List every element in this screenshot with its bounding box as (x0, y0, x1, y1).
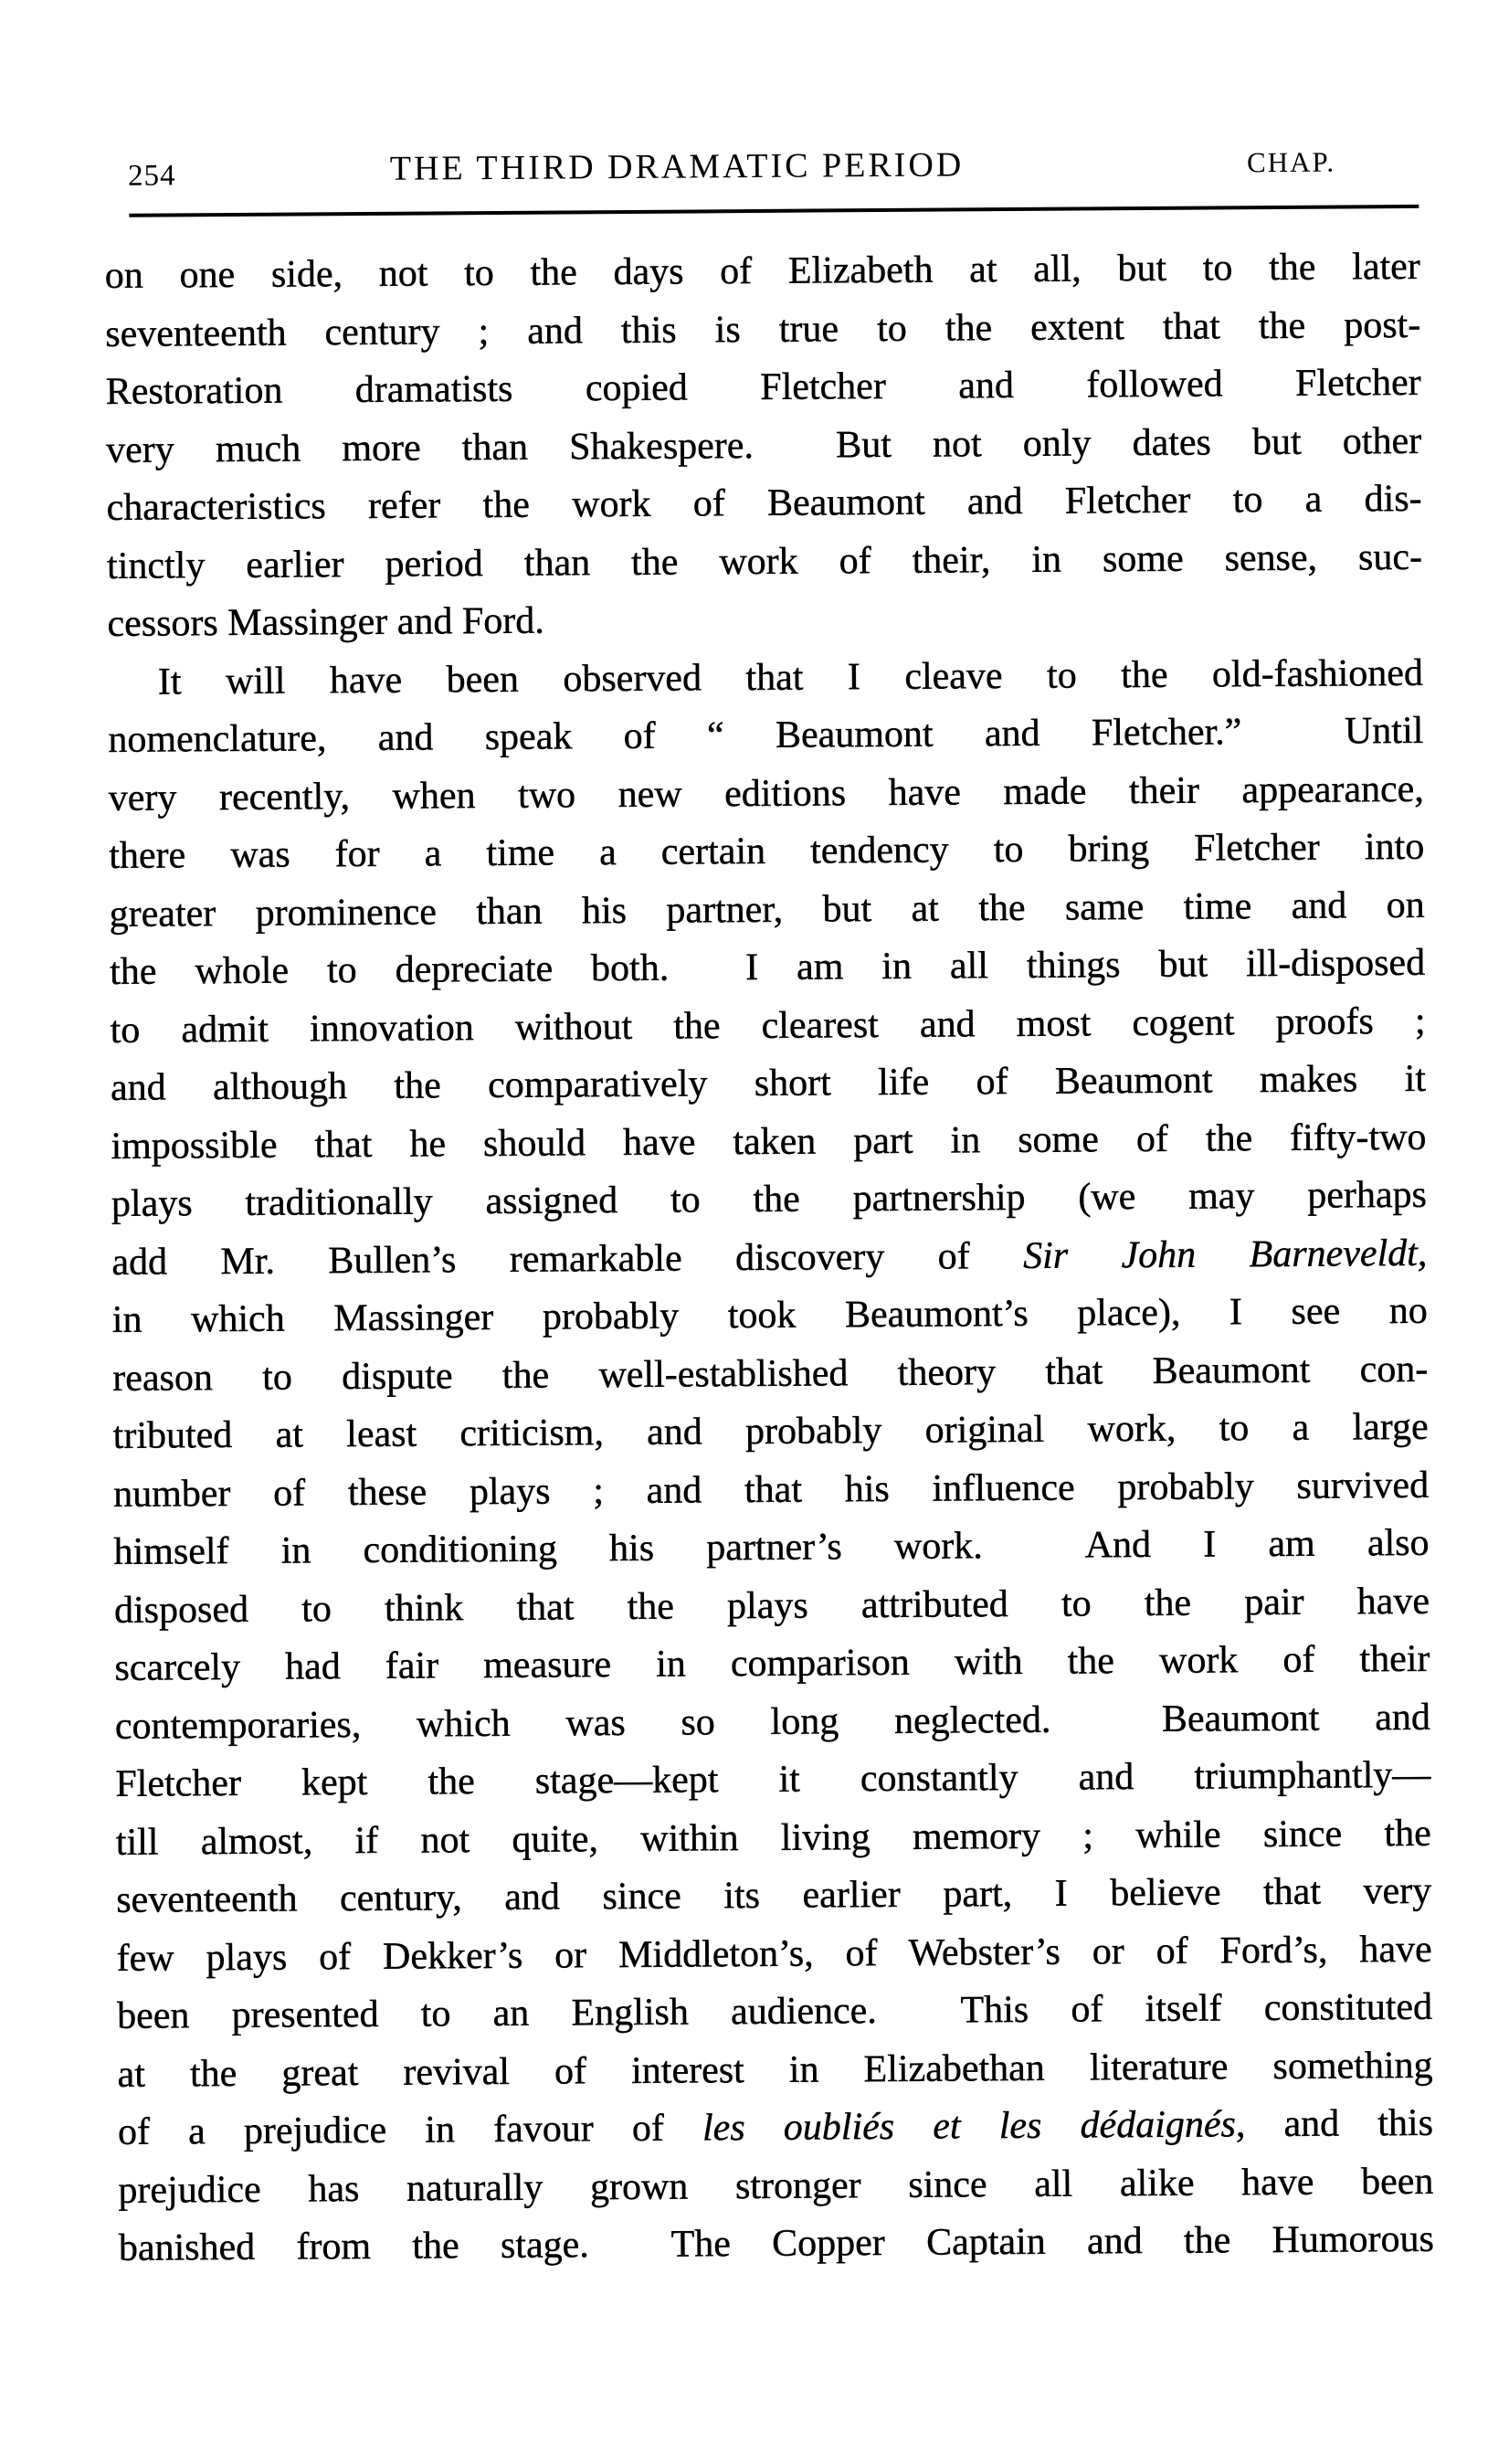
text-line (110, 935, 1425, 1002)
text-line (112, 1283, 1428, 1350)
text-segment: tinctly earlier period than the work of their, in some sense, suc- (106, 535, 1423, 587)
text-line (116, 1804, 1431, 1872)
paragraph (105, 238, 1423, 654)
text-line (119, 2211, 1434, 2279)
header-rule (129, 205, 1419, 217)
text-line (105, 296, 1420, 364)
text-segment: nomenclature, and speak of “ Beaumont and Fletcher.” Until (108, 709, 1424, 761)
text-segment: characteristics refer the work of Beaumont and Fletcher to a dis- (106, 477, 1422, 529)
text-segment: been presented to an English audience. This of itself constituted (116, 1985, 1433, 2037)
text-segment: the whole to depreciate both. I am in all things but ill-disposed (109, 941, 1426, 993)
text-segment: contemporaries, which was so long neglected. Beaumont and (114, 1696, 1431, 1748)
text-line (117, 1979, 1432, 2046)
text-segment: scarcely had fair measure in comparison with the work of their (114, 1637, 1430, 1689)
text-line (114, 1631, 1430, 1698)
text-segment: seventeenth century ; and this is true to the extent that the post- (105, 303, 1421, 355)
text-line (109, 876, 1424, 944)
text-line (113, 1515, 1429, 1582)
text-line (116, 1920, 1431, 1988)
paragraph (108, 644, 1434, 2278)
text-segment: there was for a time a certain tendency to bring Fletcher into (109, 825, 1425, 877)
text-line (111, 1224, 1427, 1292)
text-line (110, 992, 1425, 1060)
text-line (115, 1747, 1430, 1814)
italic-phrase: Sir John Barneveldt, (1022, 1232, 1428, 1277)
text-segment: Fletcher kept the stage—kept it constantly and triumphantly— (115, 1753, 1431, 1805)
text-segment: plays traditionally assigned to the partnership (we may perhaps (111, 1173, 1428, 1225)
text-line (109, 819, 1424, 886)
text-segment: , and this (1235, 2101, 1434, 2146)
text-segment: impossible that he should have taken part in some of the fifty-two (111, 1116, 1427, 1168)
page-header (0, 0, 1507, 193)
text-line (111, 1108, 1426, 1176)
text-segment: number of these plays ; and that his influence probably survived (112, 1464, 1430, 1516)
text-line (107, 587, 1422, 654)
text-line (105, 238, 1420, 306)
text-segment: reason to dispute the well-established theory that Beaumont con- (112, 1348, 1429, 1400)
page-body (105, 238, 1434, 2278)
text-line (118, 2152, 1433, 2220)
text-line (113, 1456, 1429, 1524)
page-number: 254 (127, 159, 176, 193)
running-title: THE THIRD DRAMATIC PERIOD (389, 145, 965, 188)
text-line (116, 1863, 1431, 1930)
text-line (112, 1340, 1428, 1408)
text-line (111, 1167, 1427, 1234)
text-line (114, 1572, 1430, 1640)
text-line (106, 471, 1421, 538)
text-line (107, 528, 1422, 596)
text-segment: greater prominence than his partner, but at the same time and on (109, 883, 1425, 936)
text-segment: very recently, when two new editions have made their appearance, (108, 767, 1424, 820)
text-segment: to admit innovation without the clearest and most cogent proofs ; (110, 999, 1426, 1052)
text-line (109, 760, 1424, 828)
text-line (106, 412, 1421, 480)
text-segment: seventeenth century, and since its earlier part, I believe that very (116, 1869, 1432, 1921)
text-segment: till almost, if not quite, within living memory ; while since the (115, 1812, 1431, 1864)
text-segment: few plays of Dekker’s or Middleton’s, of Webster’s or of Ford’s, have (116, 1928, 1432, 1980)
italic-phrase: les oubliés et les dédaignés (702, 2103, 1237, 2150)
text-segment: disposed to think that the plays attributed to the pair have (113, 1580, 1430, 1632)
text-line (118, 2095, 1433, 2163)
chapter-label: CHAP. (1246, 145, 1336, 179)
text-line (115, 1688, 1430, 1756)
text-segment: tributed at least criticism, and probably original work, to a large (112, 1405, 1429, 1457)
text-segment: It will have been observed that I cleave to the old-fashioned (157, 651, 1424, 703)
text-line (106, 354, 1421, 422)
text-segment: and although the comparatively short life of Beaumont makes it (110, 1057, 1427, 1109)
text-line (108, 644, 1423, 712)
text-line (111, 1051, 1426, 1118)
text-segment: in which Massinger probably took Beaumont’s place), I see no (111, 1289, 1428, 1341)
text-line (108, 703, 1423, 770)
text-segment: at the great revival of interest in Elizabethan literature something (117, 2044, 1433, 2096)
text-segment: on one side, not to the days of Elizabeth at all, but to the later (104, 245, 1420, 297)
text-segment: banished from the stage. The Copper Captain and the Humorous (118, 2217, 1435, 2269)
text-segment: prejudice has naturally grown stronger since all alike have been (118, 2160, 1434, 2212)
text-segment: very much more than Shakespere. But not only dates but other (106, 419, 1422, 471)
text-line (117, 2036, 1432, 2104)
text-segment: Restoration dramatists copied Fletcher and followed Fletcher (105, 361, 1421, 413)
text-segment: add Mr. Bullen’s remarkable discovery of (111, 1234, 1024, 1284)
text-line (112, 1399, 1428, 1466)
text-segment: himself in conditioning his partner’s work. And I am also (113, 1521, 1430, 1573)
text-segment: of a prejudice in favour of (117, 2107, 703, 2153)
text-segment: cessors Massinger and Ford. (107, 599, 544, 645)
